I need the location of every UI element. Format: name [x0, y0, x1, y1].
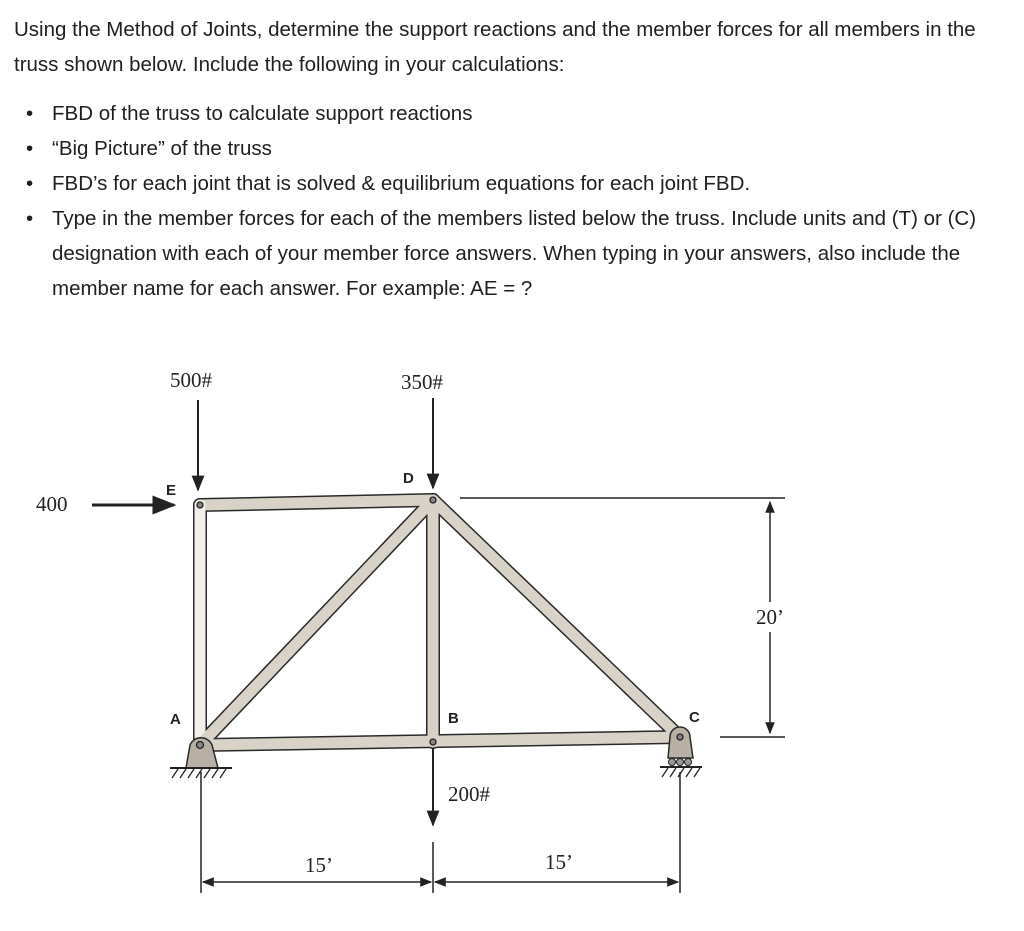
load-label-200: 200#: [448, 782, 490, 806]
joint-label-B: B: [448, 710, 459, 727]
list-item: • FBD’s for each joint that is solved & equilibrium equations for each joint FBD.: [26, 172, 751, 195]
joint-label-E: E: [166, 482, 177, 499]
truss-members: [200, 500, 680, 745]
load-label-400: 400: [36, 492, 68, 516]
joint-label-D: D: [403, 470, 414, 487]
dimension-span-left: 15’: [305, 853, 333, 877]
list-item: • Type in the member forces for each of the members listed below the truss. Include units and (T) or (C) designation with each of your member force answers. When typing in your answers, also include the member name for each answer. For example: AE = ?: [26, 207, 977, 300]
roller-support-C: [668, 727, 693, 758]
pin-A: [197, 742, 204, 749]
dimension-span-right: 15’: [545, 850, 573, 874]
member-AD: [200, 500, 433, 745]
loads: [92, 398, 433, 825]
pin-E: [197, 502, 203, 508]
joint-label-A: A: [170, 711, 181, 728]
dimension-height: 20’: [756, 605, 784, 629]
list-item: • FBD of the truss to calculate support reactions: [26, 102, 473, 125]
pin-D: [430, 497, 436, 503]
list-item: • “Big Picture” of the truss: [26, 137, 272, 160]
pin-C: [677, 734, 683, 740]
member-DC: [433, 500, 680, 737]
member-ED: [200, 500, 433, 505]
question-intro: Using the Method of Joints, determine the support reactions and the member forces for all members in the truss shown below. Include the following in your calculations:: [14, 18, 976, 76]
pin-B: [430, 739, 436, 745]
load-label-500: 500#: [170, 368, 212, 392]
load-label-350: 350#: [401, 370, 443, 394]
joint-label-C: C: [689, 709, 700, 726]
